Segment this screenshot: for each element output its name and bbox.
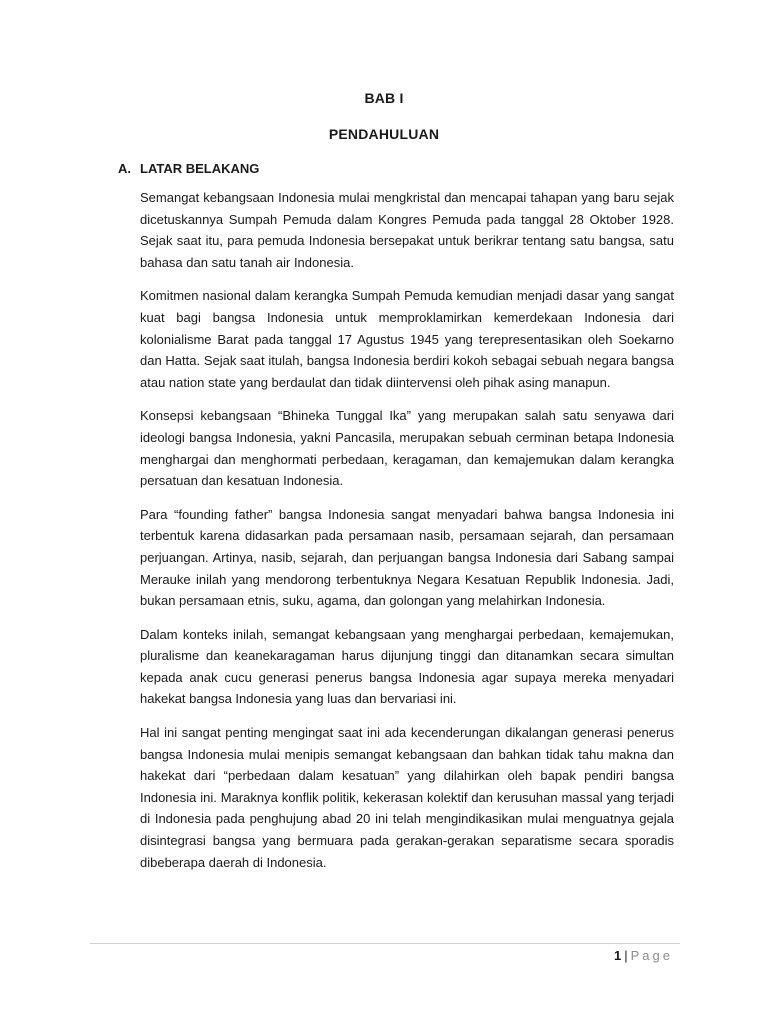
paragraph: Dalam konteks inilah, semangat kebangsaan yang menghargai perbedaan, kemajemukan, pluralisme dan keanekaragaman harus dijunjung tinggi dan ditanamkan secara simultan kepada anak cucu generasi penerus bangsa Indonesia agar supaya mereka menyadari hakekat bangsa Indonesia yang luas dan bervariasi ini. (140, 626, 674, 707)
body-text (140, 187, 674, 885)
paragraph: Hal ini sangat penting mengingat saat ini ada kecenderungan dikalangan generasi penerus bangsa Indonesia mulai menipis semangat kebangsaan dan bahkan tidak tahu makna dan hakekat dari “perbedaan dalam kesatuan” yang dilahirkan oleh bapak pendiri bangsa Indonesia ini. Maraknya konflik politik, kekerasan kolektif dan kerusuhan massal yang terjadi di Indonesia pada penghujung abad 20 ini telah mengindikasikan mulai menguatnya gejala disintegrasi bangsa yang bermuara pada gerakan-gerakan separatisme secara sporadis dibeberapa daerah di Indonesia. (140, 725, 674, 870)
section-heading (118, 161, 259, 176)
page-label: Page (630, 948, 673, 963)
page-footer (614, 948, 673, 963)
paragraph: Semangat kebangsaan Indonesia mulai mengkristal dan mencapai tahapan yang baru sejak dicetuskannya Sumpah Pemuda dalam Kongres Pemuda pada tanggal 28 Oktober 1928. Sejak saat itu, para pemuda Indonesia bersepakat untuk berikrar tentang satu bangsa, satu bahasa dan satu tanah air Indonesia. (140, 190, 674, 270)
footer-separator: | (624, 948, 628, 963)
paragraph: Para “founding father” bangsa Indonesia sangat menyadari bahwa bangsa Indonesia ini terbentuk karena didasarkan pada persamaan nasib, persamaan sejarah, dan persamaan perjuangan. Artinya, nasib, sejarah, dan perjuangan bangsa Indonesia dari Sabang sampai Merauke inilah yang mendorong terbentuknya Negara Kesatuan Republik Indonesia. Jadi, bukan persamaan etnis, suku, agama, dan golongan yang melahirkan Indonesia. (140, 506, 674, 609)
section-title: LATAR BELAKANG (140, 161, 260, 176)
section-letter: A. (118, 161, 131, 176)
chapter-heading: BAB I (364, 90, 404, 106)
chapter-title: PENDAHULUAN (328, 126, 440, 142)
paragraph: Konsepsi kebangsaan “Bhineka Tunggal Ika” yang merupakan salah satu senyawa dari ideologi bangsa Indonesia, yakni Pancasila, merupakan sebuah cerminan betapa Indonesia menghargai dan menghormati perbedaan, keragaman, dan kemajemukan dalam kerangka persatuan dan kesatuan Indonesia. (140, 408, 674, 489)
footer-divider (90, 943, 680, 944)
paragraph: Komitmen nasional dalam kerangka Sumpah Pemuda kemudian menjadi dasar yang sangat kuat bagi bangsa Indonesia untuk memproklamirkan kemerdekaan Indonesia dari kolonialisme Barat pada tanggal 17 Agustus 1945 yang terepresentasikan oleh Soekarno dan Hatta. Sejak saat itulah, bangsa Indonesia berdiri kokoh sebagai sebuah negara bangsa atau nation state yang berdaulat dan tidak diintervensi oleh pihak asing manapun. (140, 288, 674, 390)
page-number: 1 (614, 948, 622, 963)
